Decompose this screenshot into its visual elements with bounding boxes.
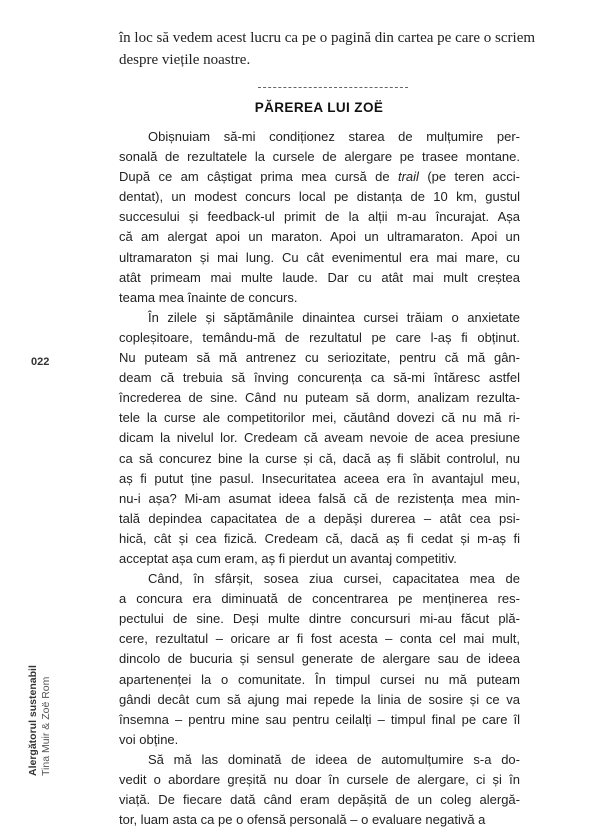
text-line: gândi decât cum să ajung mai repede la linia de sosire și ce va	[119, 691, 520, 707]
text-line: acceptat așa cum eram, aș fi pierdut un avantaj competitiv.	[119, 550, 457, 566]
text-line: dincolo de bucuria și sensul generate de alergare sau de ideea	[119, 651, 520, 667]
running-head	[27, 665, 53, 776]
text-line: cere, rezultatul – oricare ar fi fost acesta – conta cel mai mult,	[119, 631, 520, 647]
text-line: aș fi putut ține pasul. Insecuritatea aceea era în avantajul meu,	[119, 470, 520, 486]
text-line: Să mă las dominată de ideea de automulțumire s-a do-	[148, 751, 520, 767]
text-line: dicam la nivelul lor. Credeam că aveam nevoie de acea presiune	[119, 430, 520, 446]
text-line: a concura era diminuată de concentrarea pe menținerea res-	[119, 591, 520, 607]
text-line: tală depindea capacitatea de a depăși durerea – atât cea psi-	[119, 510, 520, 526]
text-line: atât primeam mai multe laude. Dar cu atât mai mult creștea	[119, 269, 520, 285]
text-line: deam că trebuia să înving concurența ca să-mi întăresc astfel	[119, 370, 520, 386]
text-line: tele la curse ale competitorilor mei, căutând dovezi că nu mă ri-	[119, 410, 520, 426]
book-authors: Tina Muir & Zoë Rom	[40, 676, 52, 776]
paragraph	[119, 308, 520, 569]
text-line: hică, cât și cea fizică. Credeam că, dacă aș fi cedat și m-aș fi	[119, 530, 520, 546]
text-line: sonală de rezultatele la cursele de alergare pe trasee montane.	[119, 149, 520, 165]
text-line: însemna – pentru mine sau pentru ceilalți – timpul final pe care îl	[119, 711, 520, 727]
text-line: tor, luam asta ca pe o ofensă personală – o evaluare negativă a	[119, 812, 486, 828]
text-line: voi obține.	[119, 731, 179, 747]
text-line: teama mea înainte de concurs.	[119, 289, 298, 305]
text-line: apartenenței la o comunitate. În timpul cursei nu mă puteam	[119, 671, 520, 687]
section-title: PĂREREA LUI ZOË	[254, 100, 384, 115]
previous-paragraph-end	[119, 28, 536, 71]
text-line: despre viețile noastre.	[119, 51, 251, 68]
text-line: copleșitoare, temându-mă de rezultatul pe care l-aș fi obținut.	[119, 329, 520, 345]
text-line: În zilele și săptămânile dinaintea cursei trăiam o anxietate	[148, 309, 520, 325]
text-line: pectului de sine. Deși multe dintre concursuri mi-au făcut plă-	[119, 611, 520, 627]
text-line: ultramaraton și mai lung. Cu cât evenimentul era mai mare, cu	[119, 249, 520, 265]
text-line: dentat), un modest concurs local pe distanța de 10 km, gustul	[119, 189, 520, 205]
text-line: nu-i așa? Mi-am asumat ideea falsă că de rezistența mea min-	[119, 490, 520, 506]
text-line: în loc să vedem acest lucru ca pe o pagină din cartea pe care o scriem	[119, 30, 536, 46]
page-number: 022	[31, 356, 50, 368]
text-line: succesului și feedback-ul primit de la alții m-au încurajat. Așa	[119, 209, 520, 225]
text-line: Nu puteam să mă antrenez cu seriozitate, pentru că mă gân-	[119, 350, 520, 366]
text-line: încrederea de sine. Când nu puteam să dorm, analizam rezulta-	[119, 390, 520, 406]
text-line: După ce am câștigat prima mea cursă de trail (pe teren acci-	[119, 169, 521, 185]
body-text	[119, 127, 520, 830]
text-line: Când, în sfârșit, sosea ziua cursei, capacitatea mea de	[148, 571, 520, 587]
text-line: vedit o abordare greșită nu doar în cursele de alergare, ci și în	[119, 772, 520, 787]
paragraph	[119, 750, 520, 830]
text-line: ca să concurez bine la curse și că, dacă aș fi slăbit controlul, nu	[119, 450, 520, 466]
text-line: viață. De fiecare dată când eram depășită de un coleg alergă-	[119, 792, 520, 808]
text-line: Obișnuiam să-mi condiționez starea de mulțumire per-	[148, 129, 520, 144]
paragraph	[119, 127, 520, 308]
emphasis: trail	[397, 169, 419, 185]
book-title: Alergătorul sustenabil	[27, 665, 39, 776]
text-line: că am alergat apoi un maraton. Apoi un ultramaraton. Apoi un	[119, 229, 520, 245]
paragraph	[119, 569, 520, 750]
section-divider	[258, 87, 408, 88]
